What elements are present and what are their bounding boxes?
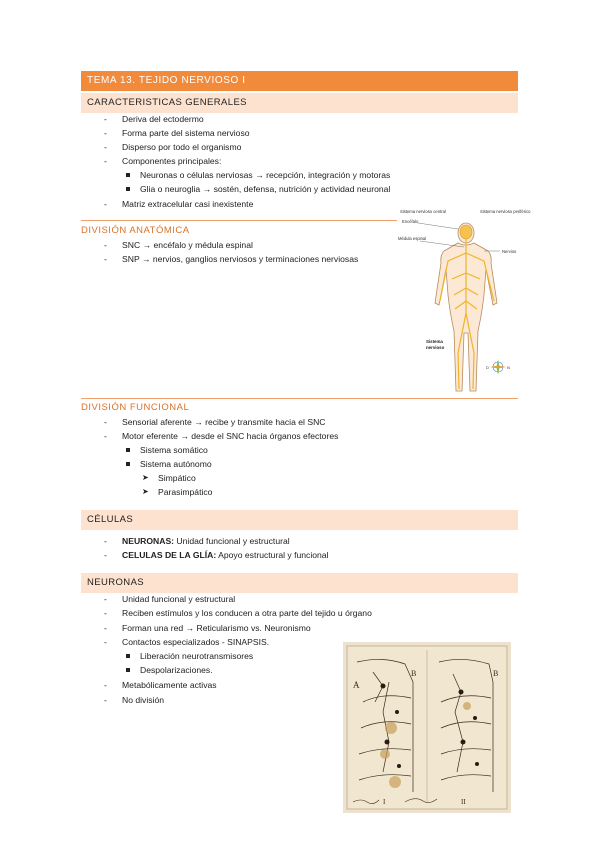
list-item: NEURONAS: Unidad funcional y estructural bbox=[122, 536, 290, 546]
svg-text:N: N bbox=[507, 365, 510, 370]
bullet-dash: - bbox=[104, 199, 107, 209]
bullet-dash: - bbox=[104, 128, 107, 138]
list-item: Motor eferente → desde el SNC hacia órganos efectores bbox=[122, 431, 339, 441]
drawing-label-a: A bbox=[353, 680, 360, 690]
label-sistema: Sistema bbox=[426, 339, 443, 344]
list-item: Sistema somático bbox=[140, 445, 208, 455]
list-item: Liberación neurotransmisores bbox=[140, 651, 254, 661]
drawing-label-b: B bbox=[411, 669, 417, 678]
list-item: Simpático bbox=[158, 473, 196, 483]
divider bbox=[81, 220, 397, 221]
bullet-dash: - bbox=[104, 594, 107, 604]
drawing-label-i: I bbox=[383, 798, 386, 806]
list-item: Forma parte del sistema nervioso bbox=[122, 128, 250, 138]
section-heading-funcional: DIVISIÓN FUNCIONAL bbox=[81, 402, 190, 413]
cajal-drawing-illustration bbox=[343, 642, 511, 813]
list-item: Metabólicamente activas bbox=[122, 680, 217, 690]
bullet-dash: - bbox=[104, 114, 107, 124]
bullet-dash: - bbox=[104, 142, 107, 152]
list-item: CELULAS DE LA GLÍA: Apoyo estructural y funcional bbox=[122, 550, 329, 560]
section-heading-anatomica: DIVISIÓN ANATÓMICA bbox=[81, 225, 190, 236]
arrow-bullet-icon: ➤ bbox=[142, 473, 149, 482]
page-title: TEMA 13. TEJIDO NERVIOSO I bbox=[81, 71, 518, 91]
list-item: Sensorial aferente → recibe y transmite hacia el SNC bbox=[122, 417, 326, 427]
bullet-square bbox=[126, 654, 130, 658]
list-item: Neuronas o células nerviosas → recepción, integración y motoras bbox=[140, 170, 391, 180]
bullet-dash: - bbox=[104, 680, 107, 690]
list-item: Componentes principales: bbox=[122, 156, 222, 166]
list-item: Deriva del ectodermo bbox=[122, 114, 204, 124]
list-item: Unidad funcional y estructural bbox=[122, 594, 236, 604]
label-medula: Médula espinal bbox=[398, 236, 427, 241]
bullet-square bbox=[126, 448, 130, 452]
list-item: Glia o neuroglia → sostén, defensa, nutrición y actividad neuronal bbox=[140, 184, 391, 194]
compass-icon bbox=[486, 359, 510, 375]
arrow-bullet-icon: ➤ bbox=[142, 487, 149, 496]
bullet-dash: - bbox=[104, 608, 107, 618]
bullet-dash: - bbox=[104, 417, 107, 427]
list-item: No división bbox=[122, 695, 165, 705]
bullet-dash: - bbox=[104, 695, 107, 705]
list-item: SNC → encéfalo y médula espinal bbox=[122, 240, 253, 250]
svg-text:D: D bbox=[486, 365, 489, 370]
bullet-square bbox=[126, 187, 130, 191]
section-heading-celulas: CÉLULAS bbox=[81, 510, 518, 530]
bullet-square bbox=[126, 462, 130, 466]
list-item: Reciben estímulos y los conducen a otra parte del tejido u órgano bbox=[122, 608, 372, 618]
bullet-dash: - bbox=[104, 240, 107, 250]
section-heading-generales: CARACTERISTICAS GENERALES bbox=[81, 93, 518, 113]
list-item: Forman una red → Reticularismo vs. Neuronismo bbox=[122, 623, 311, 633]
drawing-label-ii: II bbox=[461, 798, 466, 806]
bullet-square bbox=[126, 668, 130, 672]
label-central: Sistema nervioso central bbox=[400, 209, 446, 214]
bullet-dash: - bbox=[104, 623, 107, 633]
list-item: Sistema autónomo bbox=[140, 459, 212, 469]
bullet-dash: - bbox=[104, 550, 107, 560]
list-item: Parasimpático bbox=[158, 487, 213, 497]
list-item: Disperso por todo el organismo bbox=[122, 142, 242, 152]
body-illustration bbox=[398, 203, 531, 396]
drawing-label-b2: B bbox=[493, 669, 499, 678]
section-heading-neuronas: NEURONAS bbox=[81, 573, 518, 593]
list-item: Despolarizaciones. bbox=[140, 665, 213, 675]
bullet-dash: - bbox=[104, 254, 107, 264]
nervous-system-figure bbox=[398, 203, 531, 396]
label-periferico: Sistema nervioso periférico bbox=[480, 209, 531, 214]
label-encefalo: Encéfalo bbox=[402, 219, 419, 224]
bullet-dash: - bbox=[104, 431, 107, 441]
bullet-dash: - bbox=[104, 536, 107, 546]
label-nervioso: nervioso bbox=[426, 345, 445, 350]
bullet-dash: - bbox=[104, 156, 107, 166]
list-item: Contactos especializados - SINAPSIS. bbox=[122, 637, 270, 647]
label-nervios: Nervios bbox=[502, 249, 517, 254]
neuron-drawing bbox=[343, 642, 511, 813]
bullet-dash: - bbox=[104, 637, 107, 647]
bullet-square bbox=[126, 173, 130, 177]
list-item: Matriz extracelular casi inexistente bbox=[122, 199, 254, 209]
list-item: SNP → nervios, ganglios nerviosos y terminaciones nerviosas bbox=[122, 254, 359, 264]
divider bbox=[81, 398, 518, 399]
